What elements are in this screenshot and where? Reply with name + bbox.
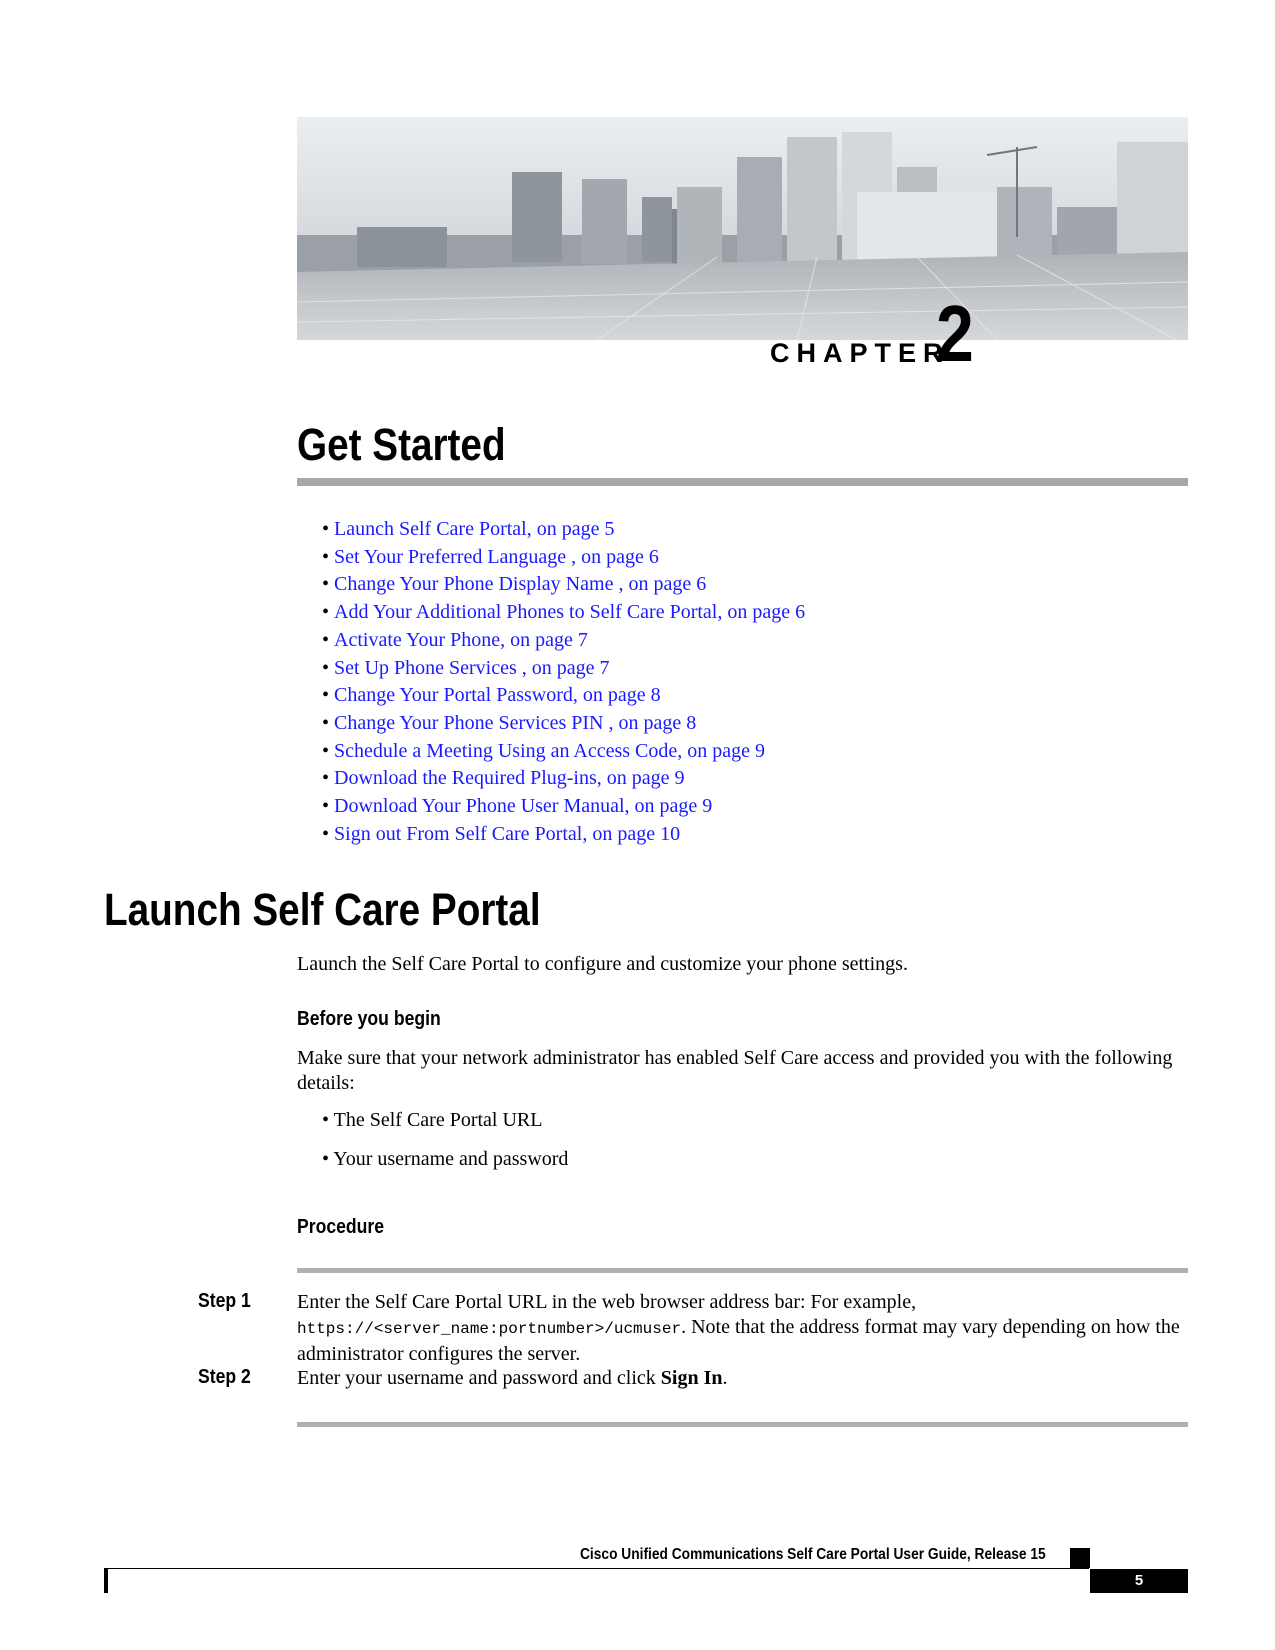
chapter-banner-image (297, 117, 1188, 340)
section-title: Launch Self Care Portal (104, 884, 541, 935)
prerequisite-item: • The Self Care Portal URL (322, 1109, 543, 1131)
toc-item: • Set Up Phone Services , on page 7 (322, 656, 610, 679)
procedure-bottom-rule (297, 1422, 1188, 1427)
footer-rule (104, 1568, 1089, 1569)
prerequisite-item: • Your username and password (322, 1148, 569, 1170)
chapter-number: 2 (936, 289, 974, 378)
procedure-heading: Procedure (297, 1216, 385, 1238)
footer-document-title: Cisco Unified Communications Self Care Portal User Guide, Release 15 (580, 1546, 1046, 1563)
toc-item: • Download the Required Plug-ins, on page 9 (322, 767, 685, 790)
toc-link[interactable]: Set Up Phone Services , on page 7 (334, 656, 610, 679)
toc-link[interactable]: Activate Your Phone, on page 7 (334, 628, 588, 651)
chapter-title-rule (297, 478, 1188, 486)
toc-link[interactable]: Schedule a Meeting Using an Access Code, on page 9 (334, 739, 766, 762)
before-you-begin-text: Make sure that your network administrator has enabled Self Care access and provided you with the following details: (297, 1047, 1173, 1094)
step-2-text: Enter your username and password and click Sign In. (297, 1367, 728, 1389)
section-intro: Launch the Self Care Portal to configure and customize your phone settings. (297, 953, 908, 975)
page-number: 5 (1090, 1569, 1188, 1593)
toc-link[interactable]: Change Your Phone Services PIN , on page 8 (334, 711, 697, 734)
chapter-label: CHAPTER (770, 338, 950, 368)
chapter-toc (322, 516, 805, 848)
toc-item: • Download Your Phone User Manual, on page 9 (322, 795, 713, 818)
step-2-label: Step 2 (198, 1366, 251, 1388)
toc-link[interactable]: Download the Required Plug-ins, on page 9 (334, 767, 685, 790)
procedure-top-rule (297, 1268, 1188, 1273)
toc-link[interactable]: Change Your Portal Password, on page 8 (334, 684, 661, 707)
step-1-label: Step 1 (198, 1290, 251, 1312)
toc-item: • Schedule a Meeting Using an Access Code, on page 9 (322, 739, 766, 762)
toc-item: • Change Your Portal Password, on page 8 (322, 684, 661, 707)
toc-link[interactable]: Launch Self Care Portal, on page 5 (334, 518, 615, 540)
toc-item: • Sign out From Self Care Portal, on page 10 (322, 822, 681, 845)
toc-link[interactable]: Add Your Additional Phones to Self Care Portal, on page 6 (334, 601, 806, 624)
prerequisite-list (322, 1101, 568, 1179)
toc-item: • Change Your Phone Display Name , on page 6 (322, 573, 707, 596)
step-1-text: Enter the Self Care Portal URL in the web browser address bar: For example, https://<server_name:portnumber>/ucmuser. Note that the address format may vary depending on how the administrator configures the server. (297, 1291, 1180, 1365)
chapter-title: Get Started (297, 419, 506, 470)
toc-item: • Set Your Preferred Language , on page 6 (322, 545, 659, 568)
footer-left-mark (104, 1568, 108, 1593)
toc-link[interactable]: Change Your Phone Display Name , on page 6 (334, 573, 707, 596)
example-url: https://<server_name:portnumber>/ucmuser (297, 1320, 682, 1338)
toc-link[interactable]: Set Your Preferred Language , on page 6 (334, 545, 659, 568)
toc-item: • Change Your Phone Services PIN , on page 8 (322, 711, 697, 734)
before-you-begin-heading: Before you begin (297, 1008, 441, 1030)
footer-marker (1070, 1548, 1090, 1568)
toc-item: • Launch Self Care Portal, on page 5 (322, 518, 615, 540)
toc-link[interactable]: Sign out From Self Care Portal, on page 10 (334, 822, 681, 845)
toc-link[interactable]: Download Your Phone User Manual, on page 9 (334, 795, 713, 818)
toc-item: • Activate Your Phone, on page 7 (322, 628, 588, 651)
toc-item: • Add Your Additional Phones to Self Care Portal, on page 6 (322, 601, 806, 624)
sign-in-emphasis: Sign In (660, 1367, 723, 1389)
